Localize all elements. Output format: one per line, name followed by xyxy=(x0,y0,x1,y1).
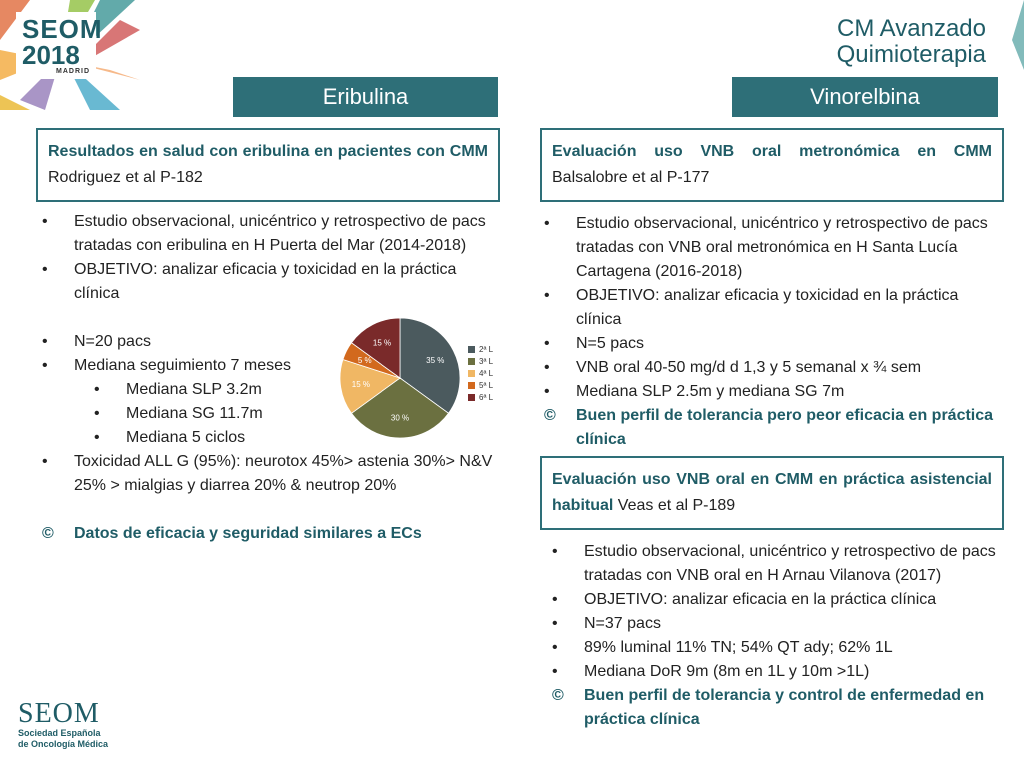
legend-swatch xyxy=(468,382,475,389)
logo-name: SEOM xyxy=(18,698,100,729)
title-line-2: Quimioterapia xyxy=(836,41,986,68)
pie-chart-lines xyxy=(336,314,512,442)
vnb-metronomica-list xyxy=(540,212,1000,452)
bullet-marker: • xyxy=(42,261,48,278)
legend-swatch xyxy=(468,358,475,365)
bullet-marker: • xyxy=(552,591,558,608)
list-item: • OBJETIVO: analizar eficacia en la práctica clínica xyxy=(548,588,1008,612)
check-marker: © xyxy=(544,407,556,424)
check-marker: © xyxy=(552,687,564,704)
pie-data-label: 15 % xyxy=(372,338,392,348)
study-title-box-eribulina xyxy=(36,128,500,202)
legend-swatch xyxy=(468,394,475,401)
bullet-marker: • xyxy=(544,215,550,232)
list-item: • 89% luminal 11% TN; 54% QT ady; 62% 1L xyxy=(548,636,1008,660)
section-header-vinorelbina: Vinorelbina xyxy=(732,77,998,117)
study-authors: Balsalobre et al P-177 xyxy=(552,169,710,186)
list-item-conclusion: © Buen perfil de tolerancia pero peor eficacia en práctica clínica xyxy=(540,404,1000,452)
section-header-eribulina: Eribulina xyxy=(233,77,498,117)
bullet-marker: • xyxy=(552,639,558,656)
check-marker: © xyxy=(42,525,54,542)
pie-data-label: 5 % xyxy=(357,356,372,366)
bullet-marker: • xyxy=(94,381,100,398)
bullet-marker: • xyxy=(544,287,550,304)
bullet-marker: • xyxy=(552,615,558,632)
study-title-box-vnb-metronomica xyxy=(540,128,1004,202)
study-authors: Veas et al P-189 xyxy=(613,497,736,514)
pie-data-label: 15 % xyxy=(351,380,371,390)
study-title: Evaluación uso VNB oral metronómica en CMM xyxy=(552,143,992,160)
pie-data-label: 30 % xyxy=(390,413,410,423)
legend-label: 4ª L xyxy=(479,369,494,378)
legend-label: 5ª L xyxy=(479,381,494,390)
list-item: • OBJETIVO: analizar eficacia y toxicidad en la práctica clínica xyxy=(540,284,1000,332)
study-title-box-vnb-oral xyxy=(540,456,1004,530)
logo-line-2: de Oncología Médica xyxy=(18,739,109,749)
list-subitem: • Mediana SG 11.7m xyxy=(38,402,494,426)
list-item: • Mediana DoR 9m (8m en 1L y 10m >1L) xyxy=(548,660,1008,684)
pie-data-label: 35 % xyxy=(426,356,445,366)
logo-year: 2018 xyxy=(22,40,80,70)
list-item: • Estudio observacional, unicéntrico y retrospectivo de pacs tratadas con VNB oral en H Arnau Vilanova (2017) xyxy=(548,540,1008,588)
seom-society-logo xyxy=(18,700,128,760)
legend-swatch xyxy=(468,370,475,377)
vnb-oral-list xyxy=(548,540,1008,732)
list-item: • Toxicidad ALL G (95%): neurotox 45%> astenia 30%> N&V 25% > mialgias y diarrea 20% & neutrop 20% xyxy=(38,450,494,498)
bullet-marker: • xyxy=(552,663,558,680)
list-item: • VNB oral 40-50 mg/d d 1,3 y 5 semanal x ¾ sem xyxy=(540,356,1000,380)
legend-label: 6ª L xyxy=(479,393,494,402)
bullet-marker: • xyxy=(544,359,550,376)
seom-2018-logo xyxy=(16,12,103,84)
logo-name: SEOM xyxy=(22,14,103,44)
bullet-marker: • xyxy=(42,357,48,374)
bullet-marker: • xyxy=(42,213,48,230)
list-item-conclusion: © Buen perfil de tolerancia y control de enfermedad en práctica clínica xyxy=(548,684,1008,732)
study-title: Resultados en salud con eribulina en pacientes con CMM xyxy=(48,143,488,160)
legend-swatch xyxy=(468,346,475,353)
study-authors: Rodriguez et al P-182 xyxy=(48,169,203,186)
bullet-marker: • xyxy=(94,405,100,422)
bullet-marker: • xyxy=(94,429,100,446)
logo-city: MADRID xyxy=(56,68,90,75)
list-subitem: • Mediana SLP 3.2m xyxy=(38,378,494,402)
bullet-marker: • xyxy=(544,383,550,400)
title-line-1: CM Avanzado xyxy=(837,15,986,42)
logo-line-1: Sociedad Española xyxy=(18,728,101,738)
list-subitem: • Mediana 5 ciclos xyxy=(38,426,494,450)
bullet-marker: • xyxy=(552,543,558,560)
list-item: • Mediana SLP 2.5m y mediana SG 7m xyxy=(540,380,1000,404)
legend-label: 3ª L xyxy=(479,357,494,366)
bullet-marker: • xyxy=(42,333,48,350)
list-item: • N=5 pacs xyxy=(540,332,1000,356)
list-item: • N=20 pacs xyxy=(38,330,494,354)
study-title: Evaluación uso VNB oral en CMM en práctica asistencial habitual xyxy=(552,471,992,514)
list-item: • Mediana seguimiento 7 meses xyxy=(38,354,494,378)
bullet-marker: • xyxy=(42,453,48,470)
decorative-accent xyxy=(1012,0,1024,70)
list-item: • N=37 pacs xyxy=(548,612,1008,636)
bullet-marker: • xyxy=(544,335,550,352)
list-item-conclusion: © Datos de eficacia y seguridad similares a ECs xyxy=(38,522,494,546)
page-title xyxy=(837,16,986,68)
list-item: • OBJETIVO: analizar eficacia y toxicidad en la práctica clínica xyxy=(38,258,494,306)
legend-label: 2ª L xyxy=(479,345,494,354)
list-item: • Estudio observacional, unicéntrico y retrospectivo de pacs tratadas con eribulina en H Puerta del Mar (2014-2018) xyxy=(38,210,494,258)
list-item: • Estudio observacional, unicéntrico y retrospectivo de pacs tratadas con VNB oral metronómica en H Santa Lucía Cartagena (2016-2018) xyxy=(540,212,1000,284)
